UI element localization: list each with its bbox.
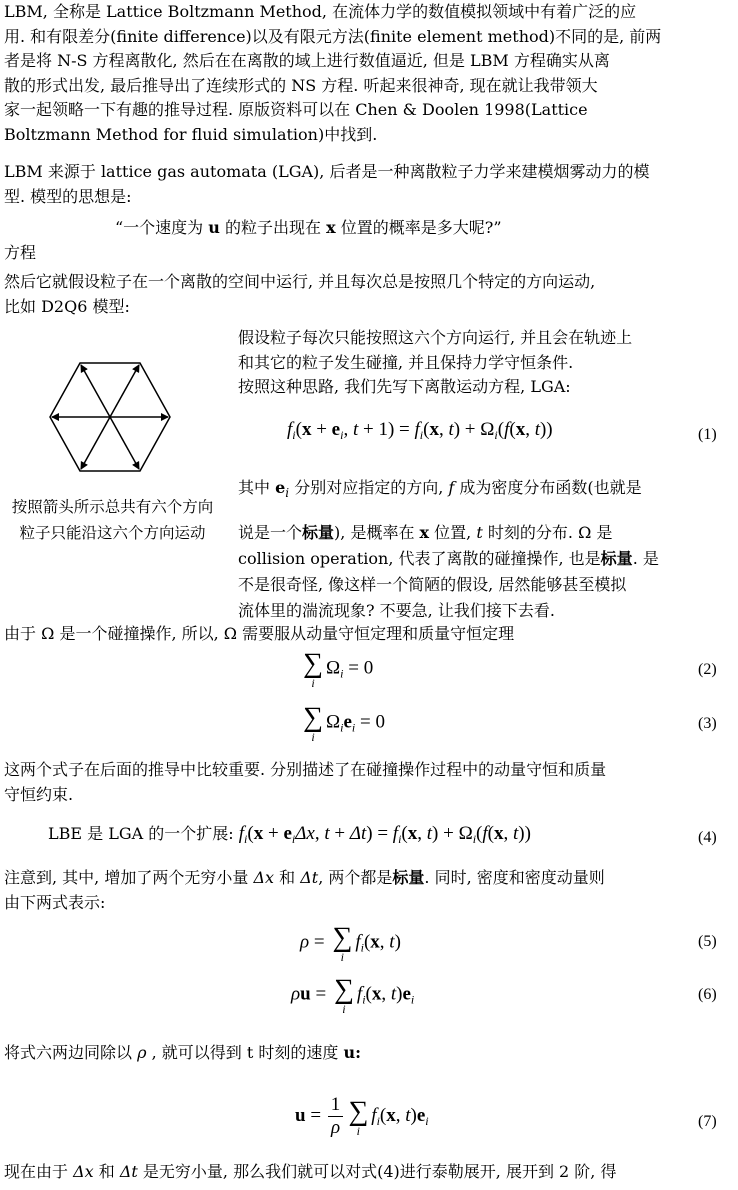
text-line: 家一起领略一下有趣的推导过程. 原版资料可以在 Chen & Doolen 1998(Lattice bbox=[4, 100, 588, 119]
intro-paragraph bbox=[4, 0, 726, 147]
constraint-paragraph: 这两个式子在后面的推导中比较重要. 分别描述了在碰撞操作过程中的动量守恒和质量 守恒约束. bbox=[4, 760, 607, 804]
direction-arrow bbox=[81, 365, 110, 417]
text-line: 按照这种思路, 我们先写下离散运动方程, LGA: bbox=[238, 377, 571, 396]
model-quote: “一个速度为 u 的粒子出现在 x 位置的概率是多大呢?” bbox=[115, 218, 502, 237]
text-line: 假设粒子每次只能按照这六个方向运行, 并且会在轨迹上 bbox=[238, 328, 633, 347]
d2q6-paragraph bbox=[4, 270, 726, 319]
text-line: 者是将 N-S 方程离散化, 然后在在离散的域上进行数值逼近, 但是 LBM 方程确实从离 bbox=[4, 51, 610, 70]
equation-4: LBE 是 LGA 的一个扩展: $f_i(x + e_i\Delta x$, $t + \Delta t) = f_i(x$, $t) + \Omega_i(f(x$, t)) bbox=[48, 823, 531, 846]
equation-2: ∑ i $\Omega_i = 0$ bbox=[303, 648, 374, 690]
text-line: 和其它的粒子发生碰撞, 并且保持力学守恒条件. bbox=[238, 352, 574, 372]
explanation-text: 其中 $e_i$ 分别对应指定的方向, f 成为密度分布函数(也就是 说是一个标量), 是概率在 x 位置, t 时刻的分布. Ω 是 collision operation, 代表了离散的碰撞操作, 也是标量. 是 不是很奇怪, 像这样一个简陋的假设, 居然能够甚至模拟 流体里的湍流现象? 不要急, 让我们接下去看. bbox=[238, 478, 659, 620]
equation-number: (7) bbox=[698, 1113, 717, 1130]
equation-number: (1) bbox=[698, 426, 717, 443]
equation-1: $f_i(x + e_i$, $t + 1) = f_i(x$, $t) + \Omega_i(f(x$, t)) bbox=[287, 419, 553, 442]
text-line: LBM 来源于 lattice gas automata (LGA), 后者是一种离散粒子力学来建模烟雾动力的模 bbox=[4, 162, 650, 181]
equation-number: (2) bbox=[698, 661, 717, 678]
text-line: 散的形式出发, 最后推导出了连续形式的 NS 方程. 听起来很神奇, 现在就让我带领大 bbox=[4, 75, 598, 95]
text-line: 用. 和有限差分(finite difference)以及有限元方法(finite element method)不同的是, 前两 bbox=[4, 26, 662, 46]
diagram-caption: 按照箭头所示总共有六个方向粒子只能沿这六个方向运动 bbox=[11, 498, 214, 542]
taylor-paragraph: 现在由于 Δx 和 Δt 是无穷小量, 那么我们就可以对式(4)进行泰勒展开, 展开到 2 阶, 得 bbox=[4, 1162, 617, 1181]
text-line: 然后它就假设粒子在一个离散的空间中运行, 并且每次总是按照几个特定的方向运动, bbox=[4, 272, 596, 291]
direction-arrow bbox=[110, 365, 139, 417]
direction-arrow bbox=[81, 417, 110, 469]
infinitesimal-paragraph: 注意到, 其中, 增加了两个无穷小量 Δx 和 Δt, 两个都是标量. 同时, 密度和密度动量则 由下两式表示: bbox=[4, 868, 605, 912]
equation-number: (5) bbox=[698, 933, 717, 950]
equation-6: ρu = ∑ i $f_i(x$, $t)e_i$ bbox=[291, 974, 415, 1016]
equation-7: u = $\frac{1}{\rho}$ ∑ i $f_i(x$, $t)e_i$ bbox=[295, 1094, 429, 1138]
equation-5: ρ = ∑ i $f_i(x$, t) bbox=[300, 922, 401, 964]
text-line: 型. 模型的思想是: bbox=[4, 186, 132, 206]
d2q6-hexagon-diagram bbox=[40, 355, 180, 480]
text-line: 比如 D2Q6 模型: bbox=[4, 296, 130, 316]
equation-number: (4) bbox=[698, 829, 717, 846]
right-column-text bbox=[238, 326, 726, 400]
conservation-sentence: 由于 Ω 是一个碰撞操作, 所以, Ω 需要服从动量守恒定理和质量守恒定理 bbox=[4, 624, 515, 643]
text-line: LBM, 全称是 Lattice Boltzmann Method, 在流体力学的数值模拟领域中有着广泛的应 bbox=[4, 2, 637, 21]
text-line: Boltzmann Method for fluid simulation)中找到. bbox=[4, 124, 378, 144]
lga-paragraph bbox=[4, 160, 726, 209]
equation-number: (3) bbox=[698, 715, 717, 732]
direction-arrow bbox=[110, 417, 139, 469]
velocity-paragraph: 将式六两边同除以 ρ , 就可以得到 t 时刻的速度 u: bbox=[4, 1043, 361, 1062]
equation-3: ∑ i $\Omega_ie_i = 0$ bbox=[303, 702, 385, 744]
equation-number: (6) bbox=[698, 986, 717, 1003]
section-heading: 方程 bbox=[4, 243, 37, 262]
